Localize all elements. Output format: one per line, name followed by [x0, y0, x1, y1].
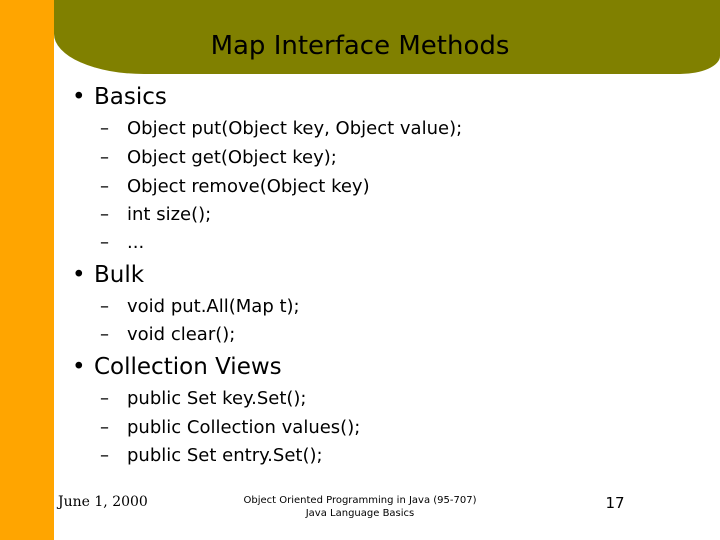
dash-mark: –	[100, 296, 109, 317]
slide-title: Map Interface Methods	[210, 31, 510, 61]
sub-item	[100, 146, 337, 170]
left-accent-bar	[0, 0, 54, 540]
sub-item-text: int size();	[127, 204, 212, 225]
sub-item	[100, 175, 370, 199]
sub-item-text: void put.All(Map t);	[127, 296, 300, 317]
sub-item	[100, 203, 211, 227]
sub-item-text: public Collection values();	[127, 417, 361, 438]
bullet-heading: Bulk	[94, 262, 145, 288]
dash-mark: –	[100, 147, 109, 168]
bullet-collection-views	[72, 353, 282, 381]
sub-item	[100, 323, 235, 347]
dash-mark: –	[100, 176, 109, 197]
dash-mark: –	[100, 324, 109, 345]
dash-mark: –	[100, 204, 109, 225]
sub-item-text: ...	[127, 232, 145, 253]
sub-item	[100, 117, 462, 141]
footer-course-info	[200, 494, 520, 520]
sub-item	[100, 231, 144, 255]
bullet-bulk	[72, 261, 144, 289]
sub-item-text: Object remove(Object key)	[127, 176, 370, 197]
sub-item	[100, 444, 323, 468]
footer-date: June 1, 2000	[58, 494, 148, 510]
dash-mark: –	[100, 232, 109, 253]
sub-item-text: Object get(Object key);	[127, 147, 337, 168]
bullet-basics	[72, 83, 167, 111]
bullet-dot: •	[72, 354, 86, 380]
sub-item	[100, 295, 300, 319]
page-number: 17	[605, 494, 625, 512]
dash-mark: –	[100, 388, 109, 409]
bullet-dot: •	[72, 262, 86, 288]
sub-item-text: public Set entry.Set();	[127, 445, 323, 466]
sub-item-text: Object put(Object key, Object value);	[127, 118, 463, 139]
footer-course-line-1: Object Oriented Programming in Java (95-707)	[243, 495, 477, 506]
footer-course-line-2: Java Language Basics	[305, 508, 415, 519]
bullet-dot: •	[72, 84, 86, 110]
dash-mark: –	[100, 445, 109, 466]
sub-item	[100, 416, 360, 440]
dash-mark: –	[100, 118, 109, 139]
bullet-heading: Collection Views	[94, 354, 282, 380]
dash-mark: –	[100, 417, 109, 438]
sub-item-text: public Set key.Set();	[127, 388, 307, 409]
sub-item-text: void clear();	[127, 324, 236, 345]
bullet-heading: Basics	[94, 84, 167, 110]
sub-item	[100, 387, 307, 411]
